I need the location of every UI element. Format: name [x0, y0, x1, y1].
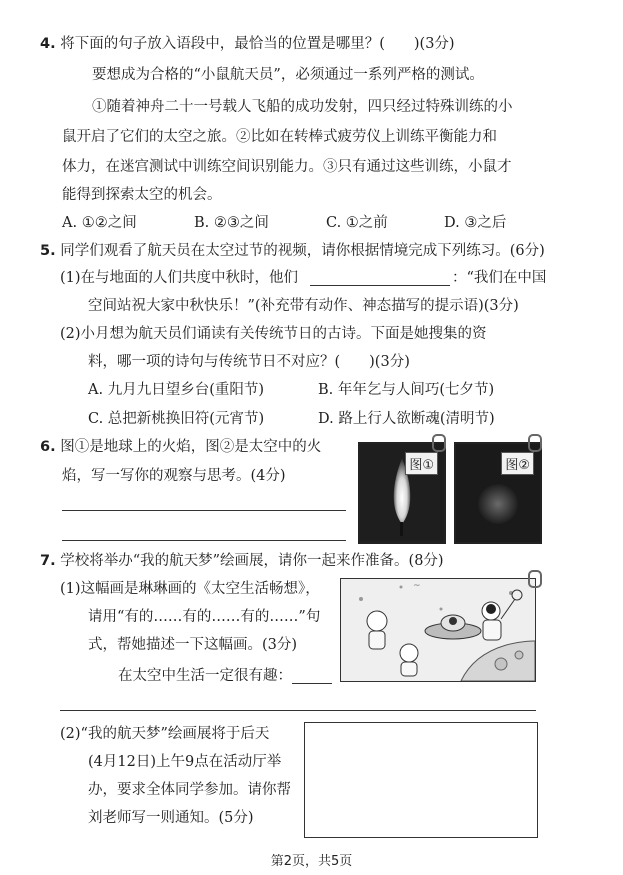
q5-number: 5. — [40, 243, 56, 259]
q4-option-b[interactable]: B. ②③之间 — [194, 215, 269, 231]
q4-question: 将下面的句子放入语段中，最恰当的位置是哪里？( )(3分) — [60, 36, 455, 52]
q6-answer-line-2[interactable] — [62, 540, 346, 541]
q6-answer-line-1[interactable] — [62, 510, 346, 511]
q7-part1-line-1: (1)这幅画是琳琳画的《太空生活畅想》， — [60, 581, 320, 597]
q4-passage-line-3: 体力，在迷宫测试中训练空间识别能力。③只有通过这些训练，小鼠才 — [62, 159, 512, 175]
q7-part1-line-4: 在太空中生活一定很有趣： — [118, 668, 292, 684]
q4-passage-line-2: 鼠开启了它们的太空之旅。②比如在转棒式疲劳仪上训练平衡能力和 — [62, 129, 497, 145]
q4-option-d[interactable]: D. ③之后 — [444, 215, 507, 231]
paperclip-icon — [432, 434, 446, 452]
q5-part1-b: ：“我们在中国 — [452, 270, 547, 286]
q4-passage-line-1: ①随着神舟二十一号载人飞船的成功发射，四只经过特殊训练的小 — [92, 99, 513, 115]
q7-part1-line-2: 请用“有的……有的……有的……”句 — [88, 609, 321, 625]
q7-header — [40, 551, 444, 571]
q7-part2-line-4: 刘老师写一则通知。(5分) — [88, 810, 254, 826]
q5-option-c[interactable]: C. 总把新桃换旧符(元宵节) — [88, 411, 265, 427]
q4-passage-line-4: 能得到探索太空的机会。 — [62, 187, 222, 203]
q6-number: 6. — [40, 439, 56, 455]
q6-text-1: 图①是地球上的火焰，图②是太空中的火 — [60, 439, 322, 455]
drawing-signature-mark: ~ — [413, 581, 421, 591]
q5-question: 同学们观看了航天员在太空过节的视频，请你根据情境完成下列练习。(6分) — [60, 243, 545, 259]
q6-line-2: 焰，写一写你的观察与思考。(4分) — [62, 468, 286, 484]
q7-part1-answer-line[interactable] — [60, 710, 536, 711]
q4-sentence: 要想成为合格的“小鼠航天员”，必须通过一系列严格的测试。 — [92, 67, 484, 83]
fig2-label: 图② — [501, 452, 534, 475]
q5-part1-a: (1)在与地面的人们共度中秋时，他们 — [60, 270, 299, 286]
space-flame-photo — [454, 442, 542, 544]
space-drawing-illustration — [341, 579, 535, 681]
q4-option-c[interactable]: C. ①之前 — [326, 215, 388, 231]
q7-part1-blank[interactable] — [292, 683, 332, 684]
notice-answer-box[interactable] — [304, 722, 538, 838]
q5-header — [40, 241, 545, 261]
earth-flame-photo — [358, 442, 446, 544]
paperclip-icon — [528, 434, 542, 452]
q7-part2-line-1: (2)“我的航天梦”绘画展将于后天 — [60, 726, 270, 742]
q4-number: 4. — [40, 36, 56, 52]
q6-line-1 — [40, 437, 321, 457]
page-footer: 第2页，共5页 — [270, 854, 353, 869]
q4-option-a[interactable]: A. ①②之间 — [62, 215, 137, 231]
space-life-drawing — [340, 578, 536, 682]
paperclip-icon — [528, 570, 542, 588]
q5-option-d[interactable]: D. 路上行人欲断魂(清明节) — [318, 411, 495, 427]
q4-header — [40, 34, 455, 54]
q5-part1-c: 空间站祝大家中秋快乐！”(补充带有动作、神态描写的提示语)(3分) — [88, 298, 519, 314]
q7-question: 学校将举办“我的航天梦”绘画展，请你一起来作准备。(8分) — [60, 553, 444, 569]
q7-number: 7. — [40, 553, 56, 569]
q7-part1-line-3: 式，帮她描述一下这幅画。(3分) — [88, 637, 298, 653]
q5-option-b[interactable]: B. 年年乞与人间巧(七夕节) — [318, 382, 495, 398]
q5-part2-b: 料，哪一项的诗句与传统节日不对应？( )(3分) — [88, 354, 410, 370]
q5-part1-blank[interactable] — [310, 285, 450, 286]
fig1-label: 图① — [405, 452, 438, 475]
q5-option-a[interactable]: A. 九月九日望乡台(重阳节) — [88, 382, 265, 398]
q7-part2-line-3: 办，要求全体同学参加。请你帮 — [88, 782, 291, 798]
q7-part2-line-2: (4月12日)上午9点在活动厅举 — [88, 754, 282, 770]
q5-part2-a: (2)小月想为航天员们诵读有关传统节日的古诗。下面是她搜集的资 — [60, 326, 487, 342]
